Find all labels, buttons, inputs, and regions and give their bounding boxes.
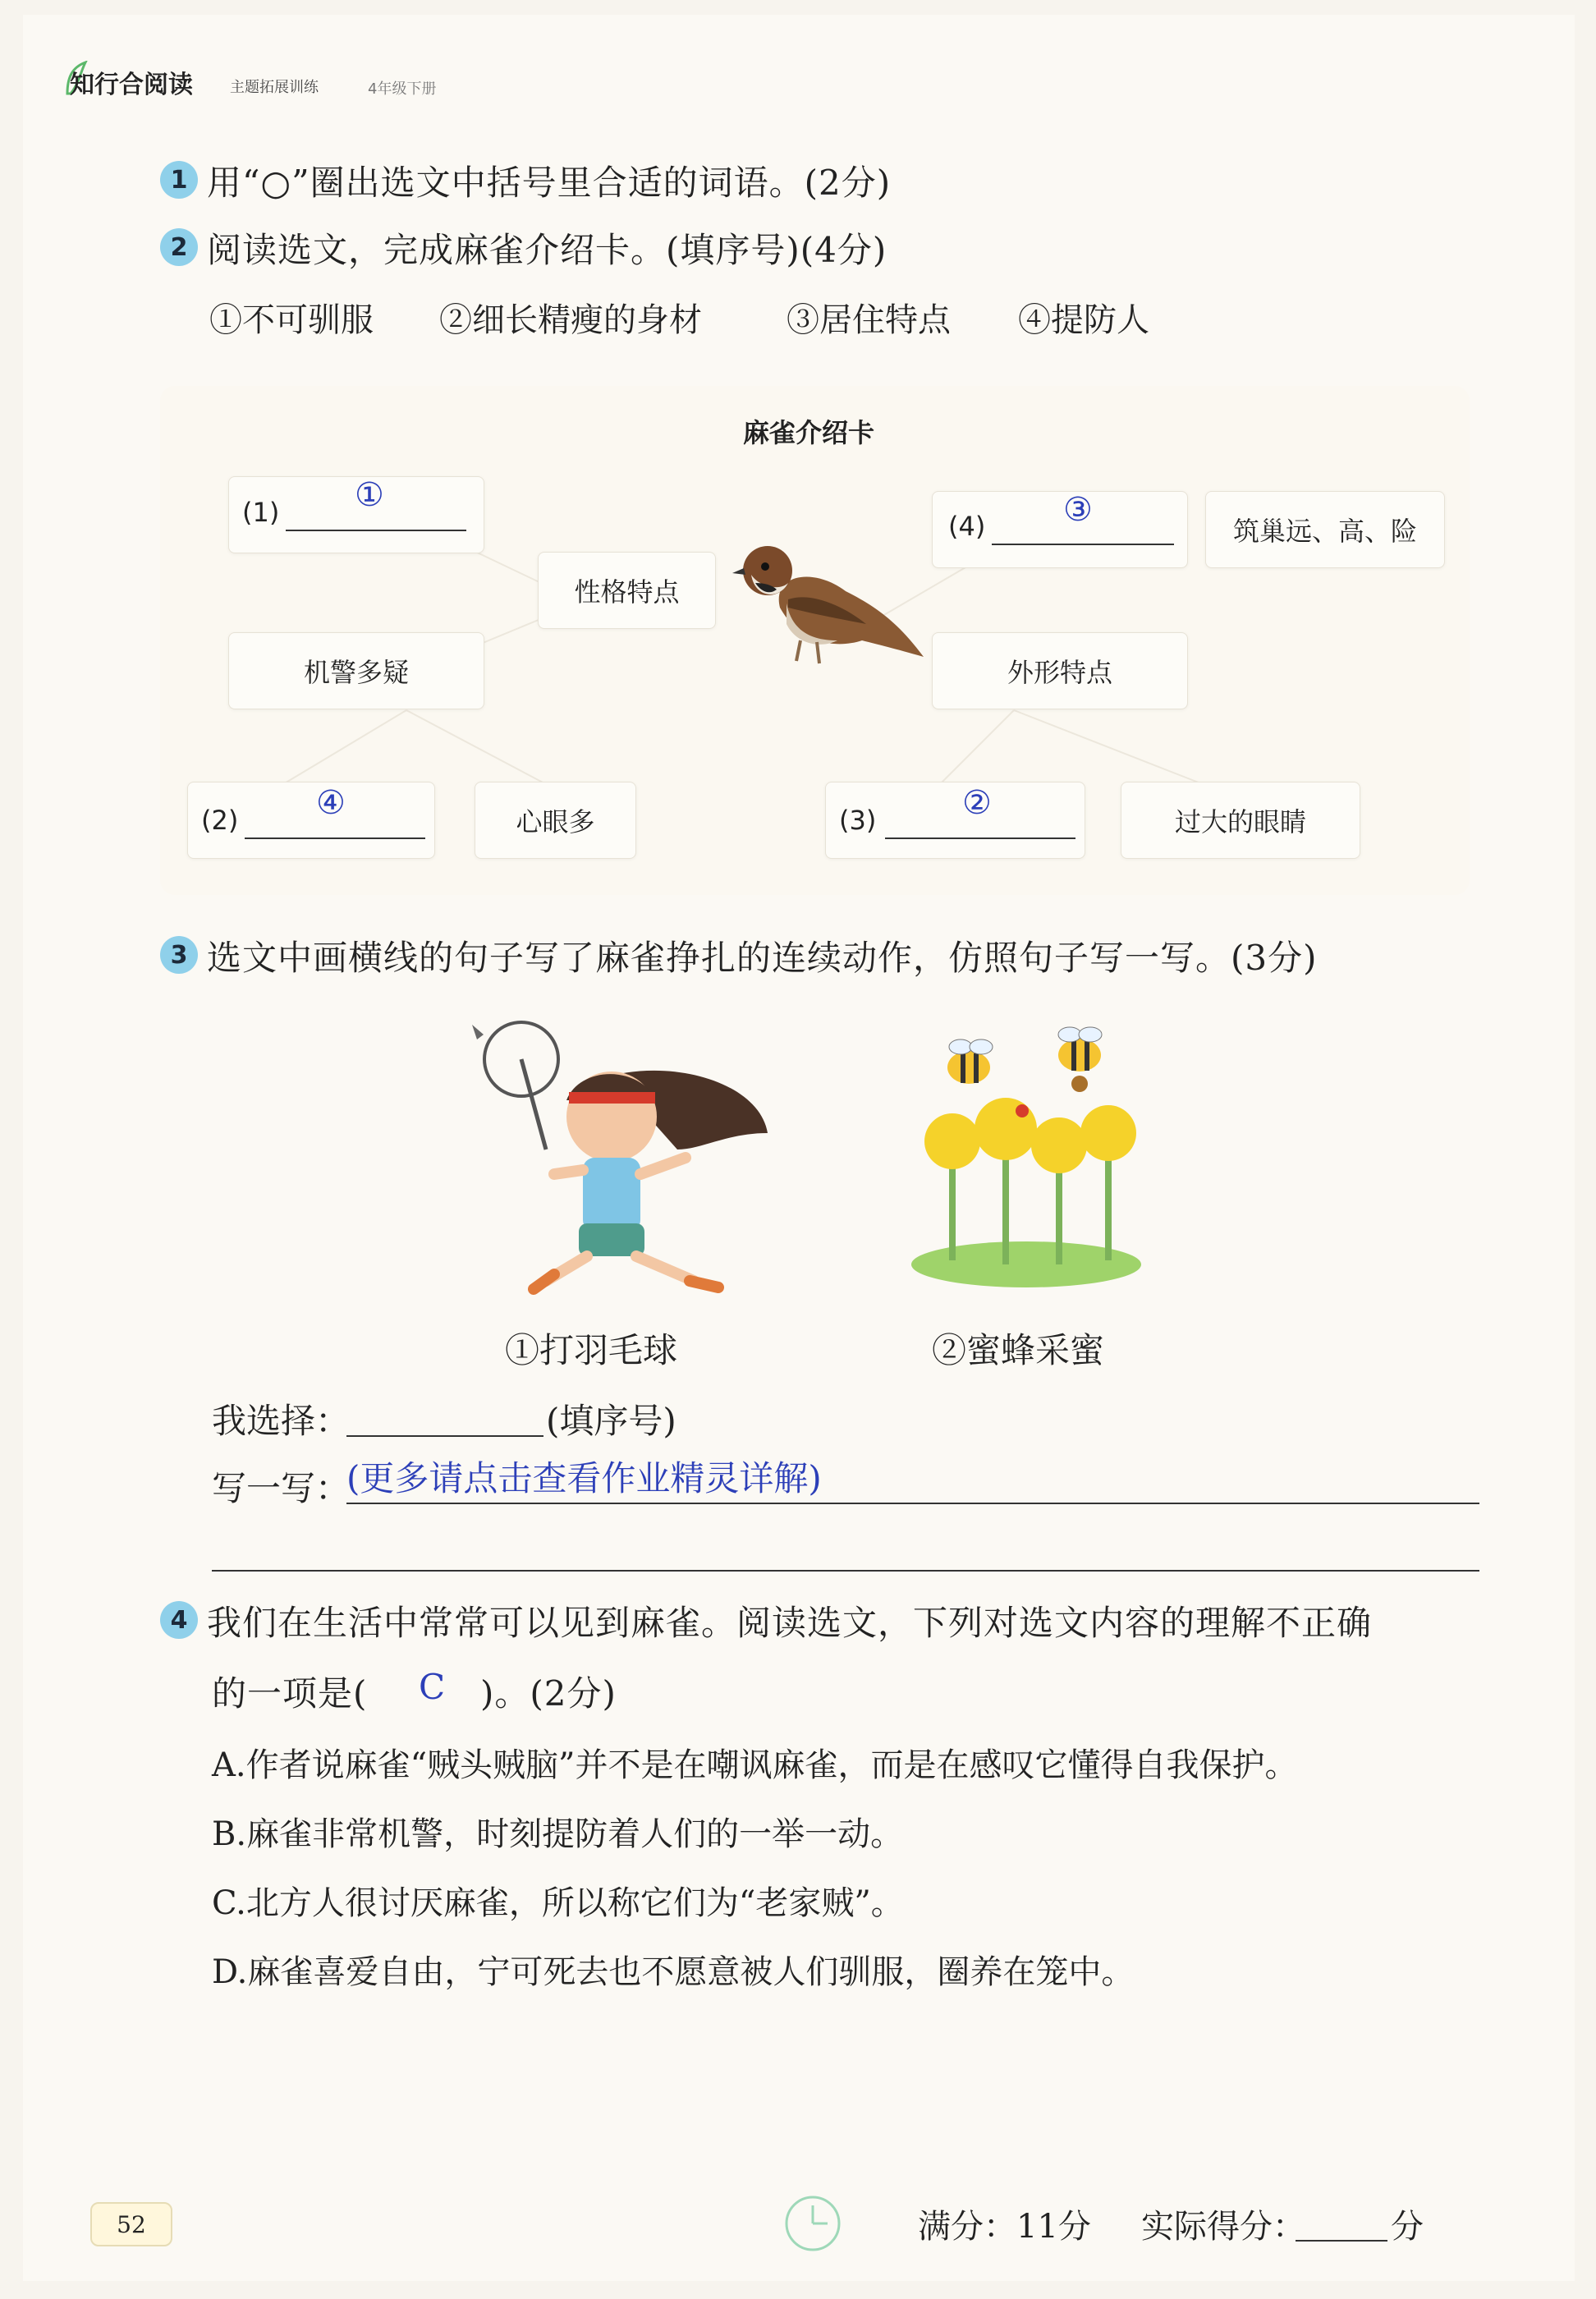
card-title: 麻雀介绍卡 — [743, 417, 875, 448]
slot-2-blank[interactable] — [245, 837, 425, 839]
question-4-line-1: 我们在生活中常常可以见到麻雀。阅读选文，下列对选文内容的理解不正确 — [207, 1603, 1373, 1643]
write-line-1[interactable] — [346, 1503, 1479, 1504]
grade-label: 4年级下册 — [368, 80, 437, 98]
worksheet-page — [23, 15, 1575, 2281]
option-1: ①不可驯服 — [209, 301, 374, 339]
series-title: 主题拓展训练 — [230, 79, 319, 96]
choose-blank[interactable] — [346, 1435, 543, 1437]
question-number-2: 2 — [160, 228, 198, 266]
choose-label: 我选择： — [212, 1401, 351, 1441]
write-line-2[interactable] — [212, 1570, 1479, 1572]
write-answer: (更多请点击查看作业精灵详解) — [346, 1458, 822, 1498]
choice-a: A.作者说麻雀“贼头贼脑”并不是在嘲讽麻雀，而是在感叹它懂得自我保护。 — [212, 1746, 1298, 1784]
heart-box: 心眼多 — [475, 782, 636, 859]
question-number-1: 1 — [160, 161, 198, 199]
sparrow-illustration — [722, 525, 928, 673]
appearance-box: 外形特点 — [932, 632, 1188, 709]
slot-3-answer: ② — [962, 784, 992, 822]
alert-box: 机警多疑 — [228, 632, 484, 709]
actual-score-blank[interactable] — [1296, 2240, 1387, 2242]
question-1-text: 用“○”圈出选文中括号里合适的词语。(2分) — [207, 163, 892, 203]
nest-box: 筑巢远、高、险 — [1205, 491, 1445, 568]
slot-2-label: (2) — [201, 805, 239, 836]
image-2-caption: ②蜜蜂采蜜 — [932, 1330, 1105, 1370]
bees-flowers-illustration — [903, 1022, 1149, 1293]
page-number: 52 — [90, 2202, 172, 2246]
question-4-line-2-post: )。(2分) — [480, 1673, 617, 1714]
slot-1-answer: ① — [355, 476, 384, 514]
choice-d: D.麻雀喜爱自由，宁可死去也不愿意被人们驯服，圈养在笼中。 — [212, 1953, 1135, 1991]
eyes-box: 过大的眼睛 — [1121, 782, 1360, 859]
slot-3-label: (3) — [839, 805, 877, 836]
clock-icon — [780, 2191, 846, 2256]
option-2: ②细长精瘦的身材 — [439, 301, 702, 339]
choice-c: C.北方人很讨厌麻雀，所以称它们为“老家贼”。 — [212, 1884, 904, 1922]
slot-1-blank[interactable] — [286, 530, 466, 531]
image-1-caption: ①打羽毛球 — [505, 1330, 678, 1370]
full-score: 满分：11分 — [918, 2208, 1091, 2246]
question-number-4: 4 — [160, 1601, 198, 1639]
slot-4-label: (4) — [948, 511, 986, 542]
option-4: ④提防人 — [1018, 301, 1149, 339]
badminton-girl-illustration — [447, 1010, 792, 1306]
write-label: 写一写： — [212, 1468, 351, 1508]
choose-hint: (填序号) — [546, 1401, 676, 1441]
question-number-3: 3 — [160, 936, 198, 974]
slot-2-answer: ④ — [316, 784, 346, 822]
brand-title: 知行合阅读 — [70, 71, 193, 99]
actual-score-label: 实际得分： — [1141, 2208, 1305, 2246]
question-4-answer: C — [419, 1667, 447, 1707]
question-3-text: 选文中画横线的句子写了麻雀挣扎的连续动作，仿照句子写一写。(3分) — [207, 938, 1318, 978]
choice-b: B.麻雀非常机警，时刻提防着人们的一举一动。 — [212, 1815, 904, 1853]
question-4-line-2-pre: 的一项是( — [212, 1673, 368, 1714]
slot-1-label: (1) — [242, 497, 280, 528]
slot-4-blank[interactable] — [992, 544, 1174, 545]
option-3: ③居住特点 — [787, 301, 951, 339]
slot-3-blank[interactable] — [885, 837, 1075, 839]
question-2-text: 阅读选文，完成麻雀介绍卡。(填序号)(4分) — [207, 230, 887, 270]
slot-4-answer: ③ — [1063, 491, 1093, 529]
actual-score-unit: 分 — [1391, 2208, 1424, 2246]
personality-box: 性格特点 — [538, 552, 716, 629]
